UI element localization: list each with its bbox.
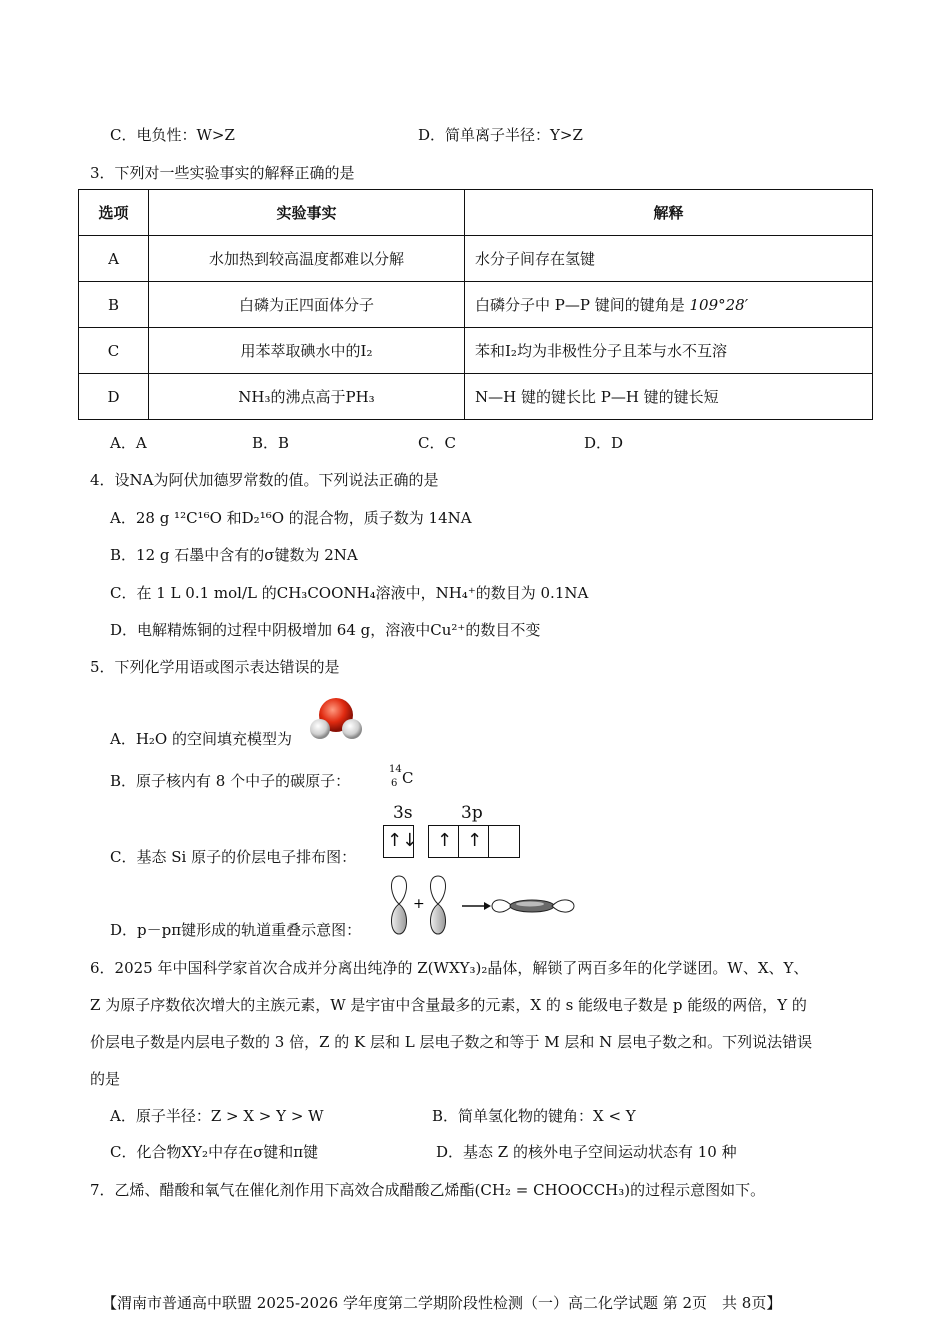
q3-answer-a: A．A — [110, 434, 147, 452]
page-footer: 【渭南市普通高中联盟 2025-2026 学年度第二学期阶段性检测（一）高二化学试题 第 2页 共 8页】 — [102, 1294, 782, 1312]
q4-option-d: D．电解精炼铜的过程中阴极增加 64 g，溶液中Cu²⁺的数目不变 — [110, 621, 541, 639]
q3-table — [78, 189, 873, 420]
label-3p: 3p — [461, 803, 483, 823]
carbon-14-nuclide — [389, 764, 421, 794]
q5-stem: 5．下列化学用语或图示表达错误的是 — [90, 658, 340, 676]
q6-line-3: 价层电子数是内层电子数的 3 倍，Z 的 K 层和 L 层电子数之和等于 M 层和 N 层电子数之和。下列说法错误 — [90, 1033, 813, 1051]
q6-option-c: C．化合物XY₂中存在σ键和π键 — [110, 1143, 319, 1161]
label-3s: 3s — [393, 803, 413, 823]
orbital-box-3p — [428, 825, 520, 858]
row-option: C — [79, 328, 149, 374]
orbital-cell — [459, 826, 489, 857]
q2-option-d: D．简单离子半径：Y>Z — [418, 126, 583, 144]
q6-line-4: 的是 — [90, 1070, 121, 1088]
q6-option-b: B．简单氢化物的键角：X < Y — [432, 1107, 636, 1125]
q5-option-c: C．基态 Si 原子的价层电子排布图： — [110, 848, 357, 866]
q5-option-b: B．原子核内有 8 个中子的碳原子： — [110, 772, 351, 790]
row-fact: 用苯萃取碘水中的I₂ — [149, 328, 465, 374]
q6-option-a: A．原子半径：Z > X > Y > W — [110, 1107, 324, 1125]
header-explanation: 解释 — [465, 190, 873, 236]
header-fact: 实验事实 — [149, 190, 465, 236]
q6-option-d: D．基态 Z 的核外电子空间运动状态有 10 种 — [436, 1143, 737, 1161]
row-fact: NH₃的沸点高于PH₃ — [149, 374, 465, 420]
element-symbol: C — [402, 769, 414, 787]
row-option: A — [79, 236, 149, 282]
row-explanation: 水分子间存在氢键 — [465, 236, 873, 282]
row-explanation: 白磷分子中 P—P 键间的键角是 — [475, 296, 690, 314]
p-p-pi-bond-overlap-diagram-icon — [380, 872, 580, 938]
q3-answer-d: D．D — [584, 434, 624, 452]
row-explanation-cell — [465, 282, 873, 328]
q6-line-2: Z 为原子序数依次增大的主族元素，W 是宇宙中含量最多的元素，X 的 s 能级电子数是 p 能级的两倍，Y 的 — [90, 996, 807, 1014]
q5-option-a: A．H₂O 的空间填充模型为 — [110, 730, 292, 748]
plus-sign: + — [413, 896, 425, 912]
row-option: B — [79, 282, 149, 328]
table-row — [79, 328, 873, 374]
up-down-arrows-icon: ↑↓ — [387, 830, 418, 851]
q4-option-c: C．在 1 L 0.1 mol/L 的CH₃COONH₄溶液中，NH₄⁺的数目为 0.1NA — [110, 584, 589, 602]
water-space-filling-model-icon — [308, 695, 364, 743]
q3-answer-b: B．B — [252, 434, 290, 452]
q5-option-d: D．p－pπ键形成的轨道重叠示意图： — [110, 921, 362, 939]
atomic-number: 6 — [391, 778, 398, 789]
table-row — [79, 282, 873, 328]
q4-option-b: B．12 g 石墨中含有的σ键数为 2NA — [110, 546, 358, 564]
q3-answer-c: C．C — [418, 434, 456, 452]
row-fact: 水加热到较高温度都难以分解 — [149, 236, 465, 282]
up-arrow-icon: ↑ — [467, 830, 483, 851]
q7-stem: 7．乙烯、醋酸和氧气在催化剂作用下高效合成醋酸乙烯酯(CH₂ = CHOOCCH₃)的过程示意图如下。 — [90, 1181, 766, 1199]
row-explanation: 苯和I₂均为非极性分子且苯与水不互溶 — [465, 328, 873, 374]
row-fact: 白磷为正四面体分子 — [149, 282, 465, 328]
q4-stem: 4．设NA为阿伏加德罗常数的值。下列说法正确的是 — [90, 471, 439, 489]
q3-stem: 3．下列对一些实验事实的解释正确的是 — [90, 164, 355, 182]
header-option: 选项 — [79, 190, 149, 236]
bond-angle: 109°28′ — [689, 296, 749, 314]
mass-number: 14 — [389, 764, 402, 775]
q4-option-a: A．28 g ¹²C¹⁶O 和D₂¹⁶O 的混合物，质子数为 14NA — [110, 509, 472, 527]
orbital-box-3s — [383, 825, 418, 858]
table-header-row — [79, 190, 873, 236]
up-arrow-icon: ↑ — [437, 830, 453, 851]
orbital-cell — [429, 826, 459, 857]
q2-option-c: C．电负性：W>Z — [110, 126, 235, 144]
row-option: D — [79, 374, 149, 420]
table-row — [79, 374, 873, 420]
q6-line-1: 6．2025 年中国科学家首次合成并分离出纯净的 Z(WXY₃)₂晶体，解锁了两百多年的化学谜团。W、X、Y、 — [90, 959, 809, 977]
table-row — [79, 236, 873, 282]
row-explanation: N—H 键的键长比 P—H 键的键长短 — [465, 374, 873, 420]
